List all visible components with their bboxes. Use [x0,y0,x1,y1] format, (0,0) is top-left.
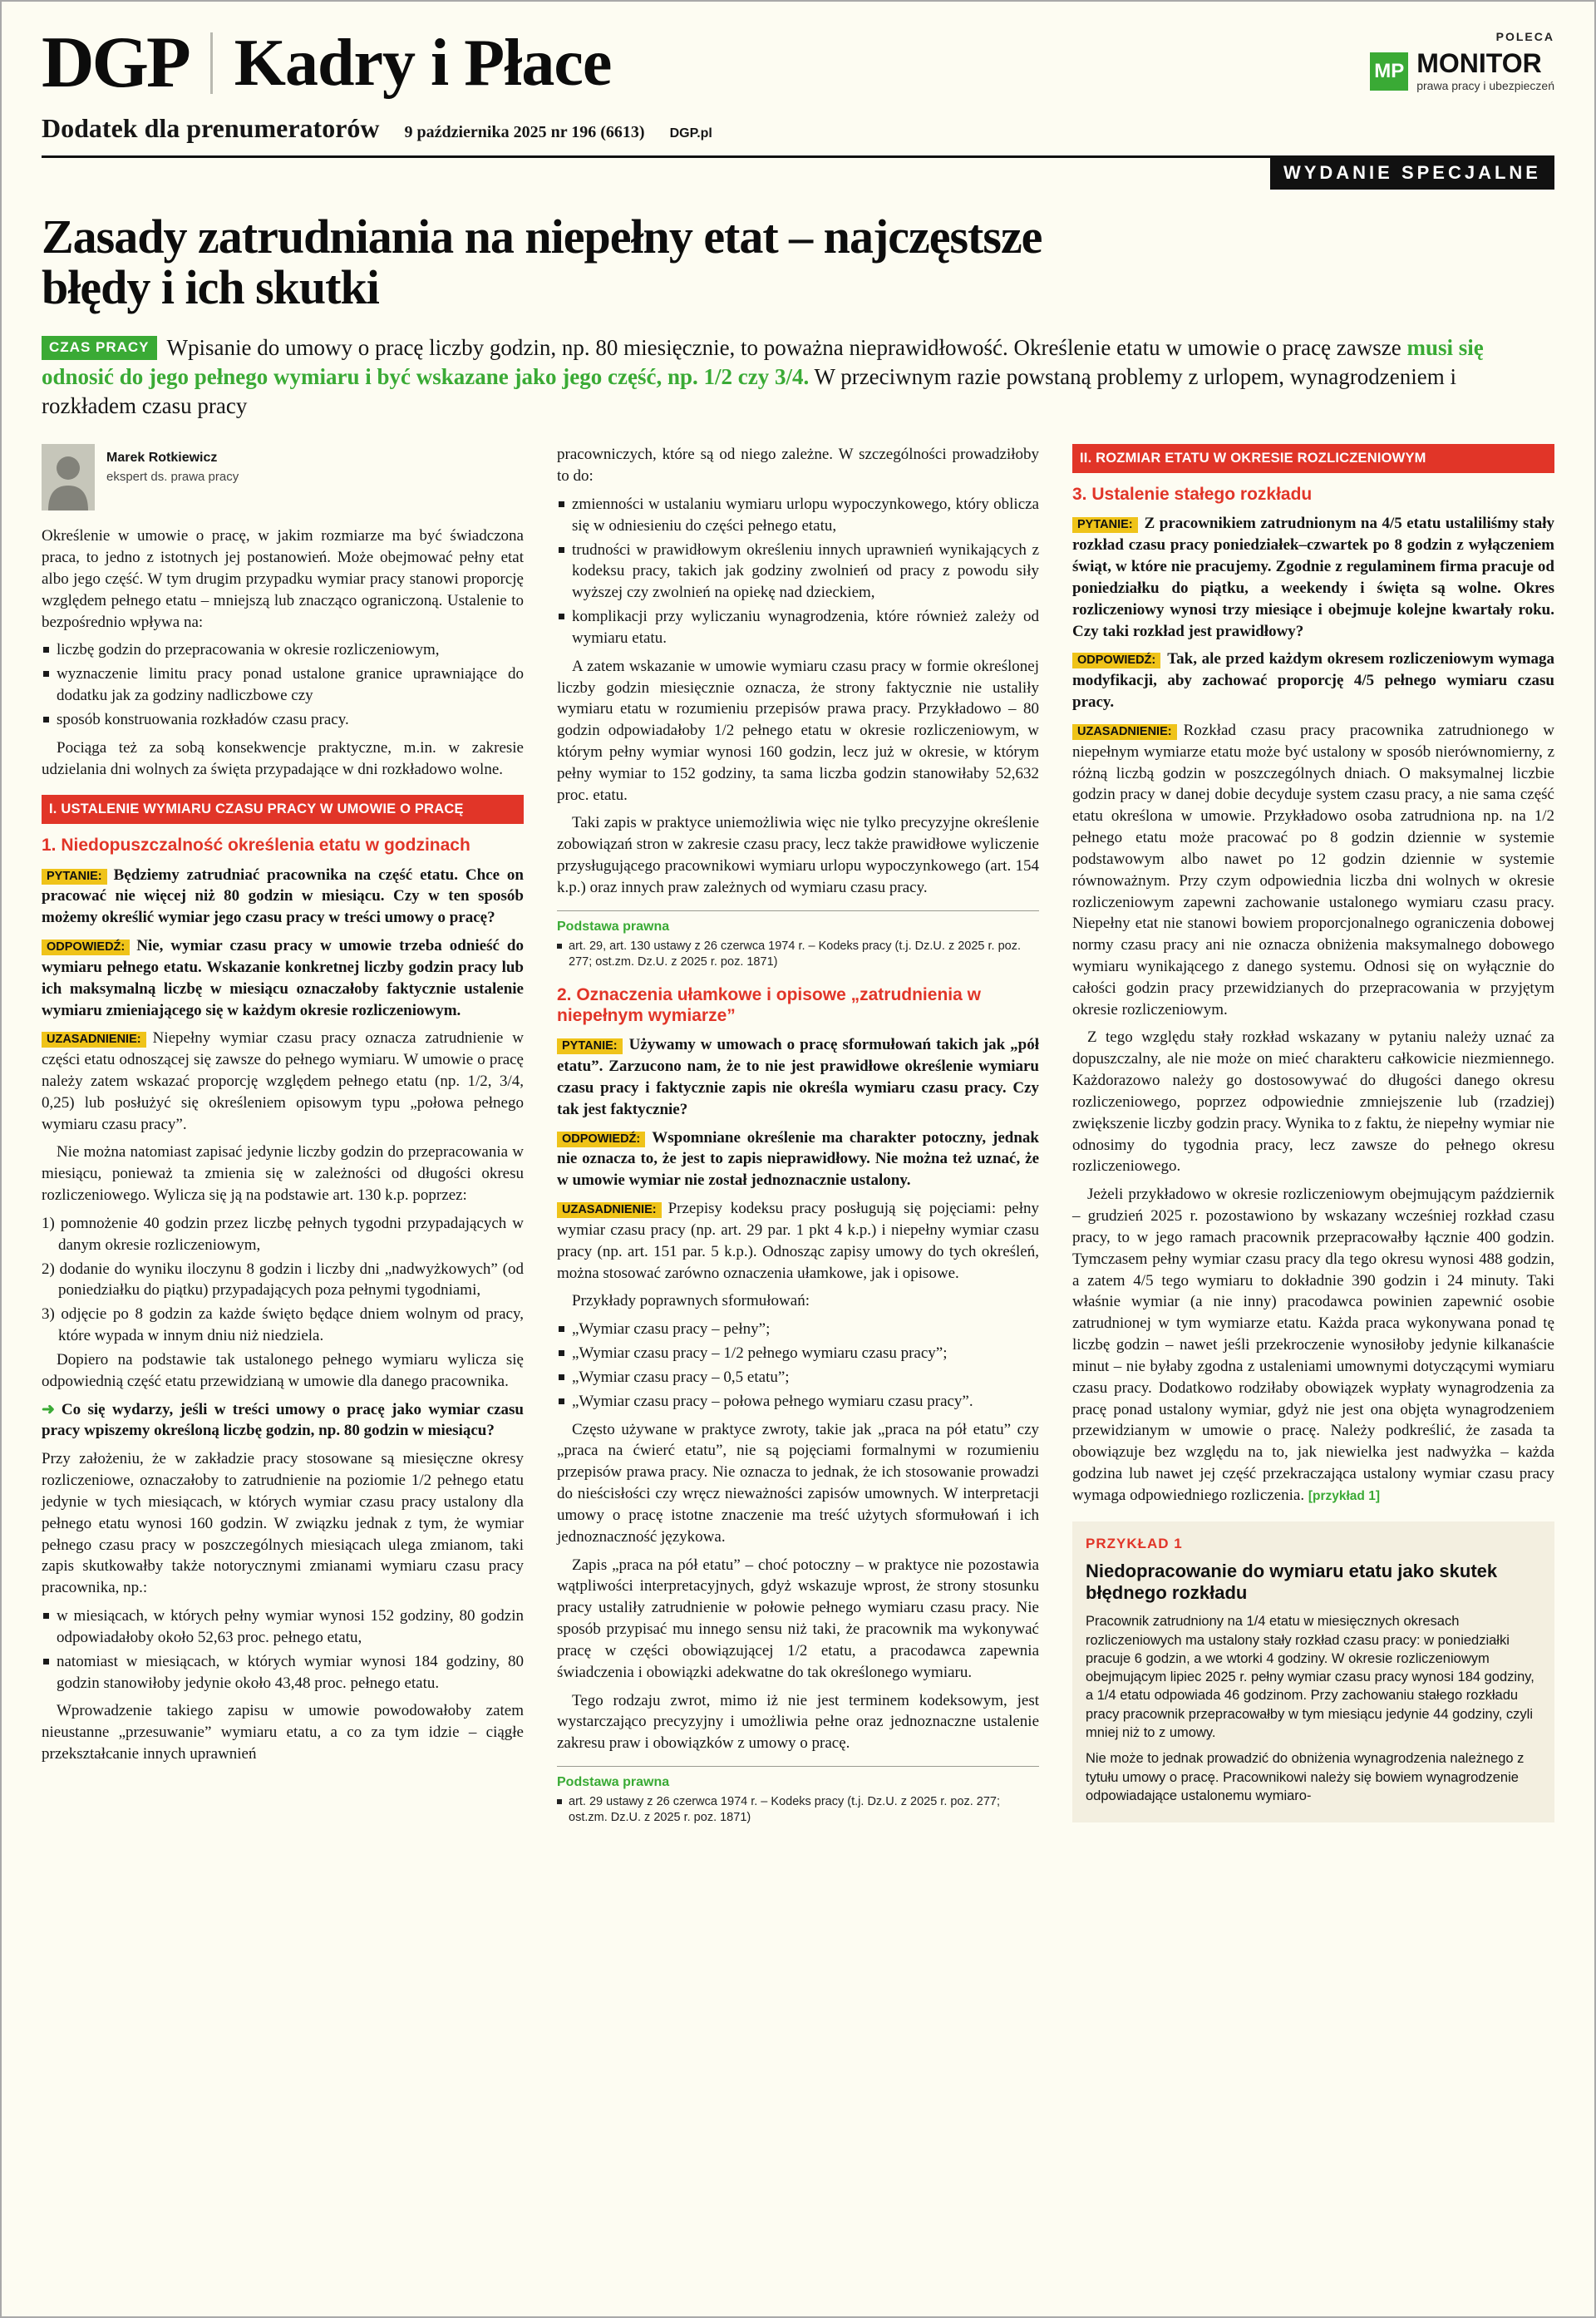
answer-paragraph [1072,649,1554,713]
paragraph: Często używane w praktyce zwroty, takie jak „praca na pół etatu” czy „praca na ćwierć etatu”, nie są pojęciami formalnymi w rozumieniu przepisów prawa pracy. Nie oznacza to jednak, że ich stosowanie prowadzi do nieścisłości czy wręcz nieważności zapisów umownych. W interpretacji umowy o pracę istotne znaczenie ma treść użytych sformułowań i ich jednoznaczność językowa. [557,1420,1039,1546]
monitor-wordmark: MONITOR [1416,48,1542,78]
lead-text: Wpisanie do umowy o pracę liczby godzin, np. 80 miesięcznie, to poważna nieprawidłowość. Określenie etatu w umowie o pracę zawsze [166,334,1407,360]
column-3 [1072,444,1554,1841]
paragraph: Pociąga też za sobą konsekwencje praktyczne, m.in. w zakresie udzielania dni wolnych za święta przypadające w dni rozkładowo wolne. [42,738,524,778]
question-text: Z pracownikiem zatrudnionym na 4/5 etatu ustaliliśmy stały rozkład czasu pracy poniedziałek–czwartek po 8 godzin z wyłączeniem świąt, w które nie pracujemy. Zgodnie z regulaminem firma pracuje od poniedziałku do piątku, a weekendy i święta są wolne. Okres rozliczeniowy wynosi trzy miesiące i obejmuje kolejne kwartały roku. Czy taki rozkład jest prawidłowy? [1072,515,1554,640]
paragraph: Zapis „praca na pół etatu” – choć potoczny – w praktyce nie pozostawia wątpliwości interpretacyjnych, gdyż wskazuje wprost, że strony stosunku pracy ustaliły zatrudnienie w połowie pełnego wymiaru czasu pracy. Nie sposób przypisać mu innego sensu niż taki, że pracownik ma wykonywać pracę w części obowiązującej 1/2 etatu, a pracodawca zapewnia świadczenia i obowiązki adekwatne do tak określonego wymiaru. [557,1556,1039,1681]
paragraph: A zatem wskazanie w umowie wymiaru czasu pracy w formie określonej liczby godzin miesięcznie oznacza, że strony faktycznie nie ustaliły wymiaru etatu w rozumieniu przepisów prawa pracy. Przykładowo – 80 godzin odpowiadałoby 1/2 pełnego etatu w okresie rozliczeniowym, w którym pełny wymiar wynosi 160 godzin, lecz już w okresie, w którym pełny wymiar to 152 godziny, ta sama liczba godzin stanowiłaby 52,632 proc. etatu. [557,657,1039,804]
bullet-list [557,1319,1039,1412]
headline: Zasady zatrudniania na niepełny etat – najczęstsze błędy i ich skutki [42,210,1042,315]
list-item: wyznaczenie limitu pracy ponad ustalone granice uprawniające do dodatku jak za godziny nadliczbowe czy [42,663,524,707]
bullet-list [42,1605,524,1694]
example-label: PRZYKŁAD 1 [1086,1535,1183,1551]
lead-paragraph [42,333,1546,421]
paragraph: Taki zapis w praktyce uniemożliwia więc nie tylko precyzyjne określenie zobowiązań stron w zakresie czasu pracy, lecz także prawidłowe wyliczenie przysługującego pracownikowi wymiaru urlopu wypoczynkowego (art. 154 k.p.) oraz innych praw zależnych od wymiaru czasu pracy. [557,814,1039,896]
list-item: „Wymiar czasu pracy – 1/2 pełnego wymiaru czasu pracy”; [557,1343,1039,1364]
legal-basis-title: Podstawa prawna [557,1774,670,1789]
article-columns [42,444,1554,1841]
numbered-item: 3) odjęcie po 8 godzin za każde święto będące dniem wolnym od pracy, które wypada w innym dniu niż niedziela. [42,1305,524,1345]
logo-divider [210,32,213,94]
paragraph: Nie można natomiast zapisać jedynie liczby godzin do przepracowania w miesiącu, ponieważ ta zmienia się w zależności od długości okresu rozliczeniowego. Wylicza się ją na podstawie art. 130 k.p. poprzez: [42,1143,524,1205]
list-item: „Wymiar czasu pracy – 0,5 etatu”; [557,1367,1039,1388]
legal-basis [557,1766,1039,1826]
masthead-rule [42,155,1554,190]
paragraph: Przykłady poprawnych sformułowań: [572,1292,810,1310]
answer-tag: ODPOWIEDŹ: [557,1132,645,1147]
author-name: Marek Rotkiewicz [106,451,218,466]
reasoning-text: Rozkład czasu pracy pracownika zatrudnionego w niepełnym wymiarze etatu może być ustalony w sposób nierównomierny, z różną liczbą godzin w poszczególnych dniach. O maksymalnej liczbie godzin pracy w danej dobie decyduje system czasu pracy, a nie sama część etatu określona w umowie. Przykładowo osoba zatrudniona np. na 1/2 pełnego etatu może pracować po 8 godzin dziennie w systemie podstawowym albo nawet po 12 godzin dziennie w systemie równoważnym. Przy czym odpowiednia liczba dni wolnych w okresie rozliczeniowym zapewni zachowanie ustalonego wymiaru czasu pracy. Niepełny etat nie stanowi bowiem proporcjonalnego ograniczenia dobowej normy czasu pracy ani nie oznacza obniżenia maksymalnego dobowego wymiaru wynikającego z danego systemu. Odnosi się on wyłącznie do całości godzin pracy przewidzianych do przepracowania w przyjętym okresie rozliczeniowym. [1072,721,1554,1018]
paragraph: Przy założeniu, że w zakładzie pracy stosowane są miesięczne okresy rozliczeniowe, oznaczałoby to zatrudnienie na poziomie 1/2 pełnego etatu jedynie w tych miesiącach, w których wymiar czasu pracy ustalony dla pełnego etatu wynosi 160 godzin. W związku jednak z tym, że wymiar pełnego czasu pracy w poszczególnych miesiącach ulega zmianom, taki zapis skutkowałby także notorycznymi zmianami wymiaru czasu pracy pracownika, np.: [42,1450,524,1597]
column-1 [42,444,524,1841]
author-card [42,444,524,510]
section-band: II. ROZMIAR ETATU W OKRESIE ROZLICZENIOWYM [1072,444,1554,472]
section-band: I. USTALENIE WYMIARU CZASU PRACY W UMOWIE O PRACĘ [42,795,524,823]
legal-basis [557,910,1039,970]
answer-text: Tak, ale przed każdym okresem rozliczeniowym wymaga modyfikacji, aby zachować proporcję 4/5 pełnego wymiaru czasu pracy. [1072,650,1554,712]
list-item: „Wymiar czasu pracy – połowa pełnego wymiaru czasu pracy”. [557,1391,1039,1413]
section-logo: Kadry i Płace [234,27,612,100]
reasoning-text: Przepisy kodeksu pracy posługują się pojęciami: pełny wymiar czasu pracy (np. art. 29 par. 1 pkt 4 k.p.) i niepełny wymiar czasu pracy (np. art. 151 par. 5 k.p.). Odnosząc zapisy umowy do tych określeń, można stosować zarówno oznaczenia ułamkowe, jak i opisowe. [557,1200,1039,1282]
question-text: Używamy w umowach o pracę sformułowań takich jak „pół etatu”. Zarzucono nam, że to nie jest prawidłowe określenie wymiaru czasu pracy i faktycznie zapis nie określa wymiaru czasu pracy. Czy tak jest faktycznie? [557,1036,1039,1118]
question-text: Będziemy zatrudniać pracownika na część etatu. Chce on pracować nie więcej niż 80 godzin w miesiącu. Czy w ten sposób możemy określić wymiar jego czasu pracy w treści umowy o pracę? [42,866,524,927]
example-box [1072,1521,1554,1822]
question-paragraph [42,865,524,929]
list-item: „Wymiar czasu pracy – pełny”; [557,1319,1039,1340]
example-title: Niedopracowanie do wymiaru etatu jako skutek błędnego rozkładu [1086,1560,1498,1604]
kicker-tag: CZAS PRACY [42,336,157,360]
paragraph: Dopiero na podstawie tak ustalonego pełnego wymiaru wylicza się odpowiednią część etatu przewidzianą w umowie dla danego pracownika. [42,1350,524,1390]
subheading: 3. Ustalenie stałego rozkładu [1072,484,1313,504]
list-item: w miesiącach, w których pełny wymiar wynosi 152 godziny, 80 godzin odpowiadałoby około 52,63 proc. pełnego etatu, [42,1605,524,1649]
list-item: liczbę godzin do przepracowania w okresie rozliczeniowym, [42,639,524,661]
monitor-tagline: prawa pracy i ubezpieczeń [1416,79,1554,92]
numbered-item: 2) dodanie do wyniku iloczynu 8 godzin i liczby dni „nadwyżkowych” (od poniedziałku do piątku) przypadających poza pełnymi tygodniami, [42,1260,524,1300]
question-tag: PYTANIE: [42,869,107,885]
poleca-label: POLECA [1495,30,1554,43]
list-item: trudności w prawidłowym określeniu innych uprawnień wynikających z kodeksu pracy, takich jak godziny zwolnień od pracy z powodu siły wyższej czy zwolnień na opiekę nad dzieckiem, [557,540,1039,604]
answer-text: Wspomniane określenie ma charakter potoczny, jednak nie oznacza to, że jest to zapis nieprawidłowy. Nie można też uznać, że w umowie wymiar nie został jednoznacznie ustalony. [557,1128,1039,1190]
question-tag: PYTANIE: [1072,517,1138,533]
example-paragraph: Nie może to jednak prowadzić do obniżenia wynagrodzenia należnego z tytułu umowy o pracę. Pracownikowi należy się bowiem wynagrodzenie odpowiadające ustalonemu wymiaro- [1086,1751,1525,1803]
answer-paragraph [42,935,524,1021]
mp-logo-icon: MP [1370,52,1408,91]
answer-paragraph [557,1127,1039,1191]
bullet-list [42,639,524,730]
list-item: sposób konstruowania rozkładów czasu pracy. [42,709,524,731]
author-role: ekspert ds. prawa pracy [106,469,239,484]
paragraph: Z tego względu stały rozkład wskazany w pytaniu należy uznać za dopuszczalny, ale nie może on mieć charakteru całkowicie niezmiennego. Każdorazowo należy go dostosowywać do długości danego okresu rozliczeniowego, poprzez odpowiednie zmniejszenie lub (rzadziej) zwiększenie liczby godzin pracy. Wynika to z faktu, że niepełny wymiar nie odnosimy do tygodnia pracy, lecz zawsze do pełnego okresu rozliczeniowego. [1072,1028,1554,1176]
subheading: 2. Oznaczenia ułamkowe i opisowe „zatrudnienia w niepełnym wymiarze” [557,984,981,1025]
lead-highlight: musi się odnosić do jego pełnego wymiaru i być wskazane jako jego część, np. 1/2 czy 3/4. [42,334,1484,390]
reasoning-paragraph [1072,720,1554,1021]
subscribers-note: Dodatek dla prenumeratorów [42,113,380,143]
reasoning-paragraph [557,1198,1039,1284]
portrait-placeholder-icon [42,444,95,510]
question-tag: PYTANIE: [557,1038,623,1054]
question-paragraph [557,1034,1039,1120]
site-label: DGP.pl [669,126,712,141]
special-edition-banner: WYDANIE SPECJALNE [1270,158,1554,190]
legal-basis-title: Podstawa prawna [557,919,670,934]
highlight-question-text: Co się wydarzy, jeśli w treści umowy o pracę jako wymiar czasu pracy wpiszemy określoną liczbę godzin, np. 80 godzin w miesiącu? [42,1400,524,1440]
answer-tag: ODPOWIEDŹ: [1072,653,1160,668]
arrow-icon: ➜ [42,1400,55,1418]
paragraph: Wprowadzenie takiego zapisu w umowie powodowałoby zatem nieustanne „przesuwanie” wymiaru etatu, a co za tym idzie – ciągłe przekształcanie innych uprawnień [42,1702,524,1763]
example-reference: [przykład 1] [1308,1488,1380,1503]
list-item: natomiast w miesiącach, w których wymiar wynosi 184 godziny, 80 godzin stanowiłoby jedynie około 43,48 proc. pełnego etatu. [42,1651,524,1694]
monitor-logo [1370,50,1554,92]
reasoning-paragraph [42,1028,524,1135]
reasoning-tag: UZASADNIENIE: [557,1202,662,1218]
numbered-item: 1) pomnożenie 40 godzin przez liczbę pełnych tygodni przypadających w danym okresie rozliczeniowym, [42,1214,524,1254]
paragraph: Tego rodzaju zwrot, mimo iż nie jest terminem kodeksowym, jest wystarczająco precyzyjny i umożliwia pełne oraz jednoznaczne ustalenie zakresu praw i obowiązków z umowy o pracę. [557,1691,1039,1753]
legal-basis-text: art. 29, art. 130 ustawy z 26 czerwca 1974 r. – Kodeks pracy (t.j. Dz.U. z 2025 r. poz. 277; ost.zm. Dz.U. z 2025 r. poz. 1871) [557,939,1039,970]
author-photo [42,444,95,510]
paragraph-text: Jeżeli przykładowo w okresie rozliczeniowym obejmującym październik – grudzień 2025 r. pozostawiono by wskazany wcześniej rozkład czasu pracy, to w jego ramach pracownik przepracowałby łącznie 400 godzin. Tymczasem pełny wymiar czasu pracy dla tego okresu wynosi 488 godzin, a zatem 4/5 tego wymiaru to dokładnie 390 godzin i 24 minuty. Taki właśnie wymiar (a nie inny) pracodawca powinien zapewnić osobie zatrudnionej w tym wymiarze etatu. Każda praca wykonywana ponad tę liczbę godzin – nawet jeśli przekroczenie wynosiłoby jedynie kilkanaście minut – nie byłaby zgodna z ustaleniami umownymi dotyczącymi wymiaru czasu pracy. Dodatkowo rodziłaby obowiązek wypłaty wynagrodzenia za pracę ponad ustalony wymiar, gdyż nie jest ona objęta wynagrodzeniem przewidzianym w umowie o pracę. Należy podkreślić, że zasada ta obowiązuje bez względu na to, jak niewielka jest nadwyżka – każda godzina lub nawet jej część przekraczająca ustalony wymiar czasu pracy wymaga odpowiedniego rozliczenia. [1072,1186,1554,1504]
answer-text: Nie, wymiar czasu pracy w umowie trzeba odnieść do wymiaru pełnego etatu. Wskazanie konkretnej liczby godzin pracy lub ich maksymalną liczbę w miesiącu oznaczałoby faktycznie ustalenie wymiaru zmieniającego się w każdym okresie rozliczeniowym. [42,937,524,1019]
reasoning-text: Niepełny wymiar czasu pracy oznacza zatrudnienie w części etatu odnoszącej się zawsze do pełnego wymiaru. W umowie o pracę należy zatem wskazać proporcję względem pełnego etatu (np. 1/2, 3/4, 0,25) lub posłużyć się określeniem opisowym typu „połowa pełnego wymiaru czasu pracy”. [42,1029,524,1133]
paragraph [1072,1184,1554,1506]
lead-text-2: W przeciwnym razie powstaną problemy z urlopem, wynagrodzeniem i rozkładem czasu pracy [42,364,1456,419]
example-paragraph: Pracownik zatrudniony na 1/4 etatu w miesięcznych okresach rozliczeniowych ma ustalony stały rozkład czasu pracy: w poniedziałki pracuje 6 godzin, a we wtorki 4 godziny. W okresie rozliczeniowym obejmującym lipiec 2025 r. pełny wymiar czasu pracy wynosi 184 godziny, a 1/4 etatu odpowiada 46 godzinom. Przy zachowaniu stałego rozkładu pracy pracownik przepracowałby w tym miesiącu jedynie 44 godziny, czyli mniej niż to z umowy. [1086,1614,1534,1740]
reasoning-tag: UZASADNIENIE: [1072,724,1177,740]
list-item: zmienności w ustalaniu wymiaru urlopu wypoczynkowego, który oblicza się w odniesieniu do części pełnego etatu, [557,494,1039,537]
dgp-logo: DGP [42,22,189,103]
question-paragraph [1072,513,1554,642]
column-2 [557,444,1039,1841]
masthead [42,22,1554,190]
highlight-question [42,1399,524,1443]
legal-basis-text: art. 29 ustawy z 26 czerwca 1974 r. – Kodeks pracy (t.j. Dz.U. z 2025 r. poz. 277; ost.zm. Dz.U. z 2025 r. poz. 1871) [557,1794,1039,1826]
subheading: 1. Niedopuszczalność określenia etatu w godzinach [42,835,470,855]
answer-tag: ODPOWIEDŹ: [42,940,130,955]
reasoning-tag: UZASADNIENIE: [42,1032,146,1048]
bullet-list [557,494,1039,649]
issue-date: 9 października 2025 nr 196 (6613) [404,123,645,141]
list-item: komplikacji przy wyliczaniu wynagrodzenia, które również zależy od wymiaru etatu. [557,606,1039,649]
paragraph: pracowniczych, które są od niego zależne. W szczególności prowadziłoby to do: [557,446,1039,486]
paragraph: Określenie w umowie o pracę, w jakim rozmiarze ma być świadczona praca, to jedno z istotnych jej postanowień. Może obejmować pełny etat albo jego część. W tym drugim przypadku wymiar pracy stanowi proporcję względem pełnego etatu – mniejszą lub znacząco ograniczoną. Ustalenie to bezpośrednio wpływa na: [42,527,524,631]
